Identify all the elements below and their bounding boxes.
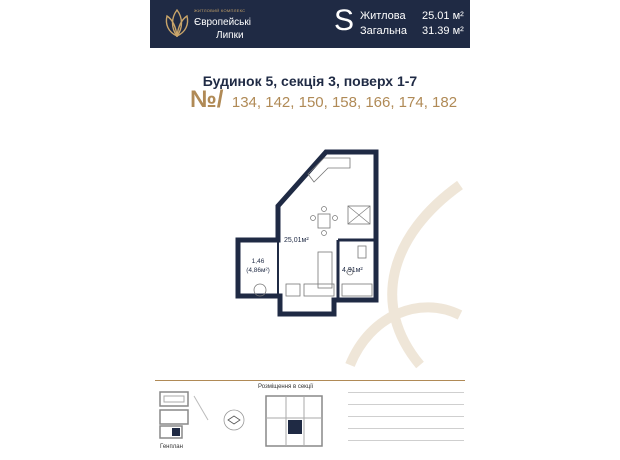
apartment-list: 134, 142, 150, 158, 166, 174, 182 [231, 94, 458, 111]
section-placement-label: Розміщення в секції [258, 384, 314, 390]
genplan-map [158, 390, 214, 442]
number-sign: №/ [190, 86, 224, 113]
area-symbol: S [334, 4, 355, 37]
section-map [262, 394, 332, 450]
note-line [348, 404, 464, 405]
apartment-numbers [190, 86, 457, 114]
room-main-area: 25,01м² [284, 237, 309, 244]
balcony-area-full: (4,86м²) [246, 267, 270, 274]
living-area-label: Житлова [360, 10, 406, 22]
floor-plan [230, 148, 390, 318]
note-line [348, 428, 464, 429]
genplan-label: Генплан [160, 444, 183, 450]
bathroom-area: 4,91м² [342, 267, 363, 274]
total-area-row [360, 25, 464, 37]
living-area-row [360, 10, 464, 22]
balcony-area: 1,46 [251, 258, 265, 265]
compass-icon [222, 408, 246, 432]
divider [155, 380, 465, 381]
lotus-icon [164, 6, 190, 40]
building-title: Будинок 5, секція 3, поверх 1-7 [202, 73, 418, 89]
total-area-value: 31.39 м² [422, 25, 464, 37]
logo [164, 4, 251, 44]
note-line [348, 392, 464, 393]
note-line [348, 416, 464, 417]
total-area-label: Загальна [360, 25, 407, 37]
note-line [348, 440, 464, 441]
living-area-value: 25.01 м² [422, 10, 464, 22]
logo-subtitle: ЖИТЛОВИЙ КОМПЛЕКС [194, 8, 246, 13]
header-banner [150, 0, 470, 48]
logo-name-line2: Липки [216, 30, 244, 41]
logo-name-line1: Європейські [194, 17, 251, 28]
